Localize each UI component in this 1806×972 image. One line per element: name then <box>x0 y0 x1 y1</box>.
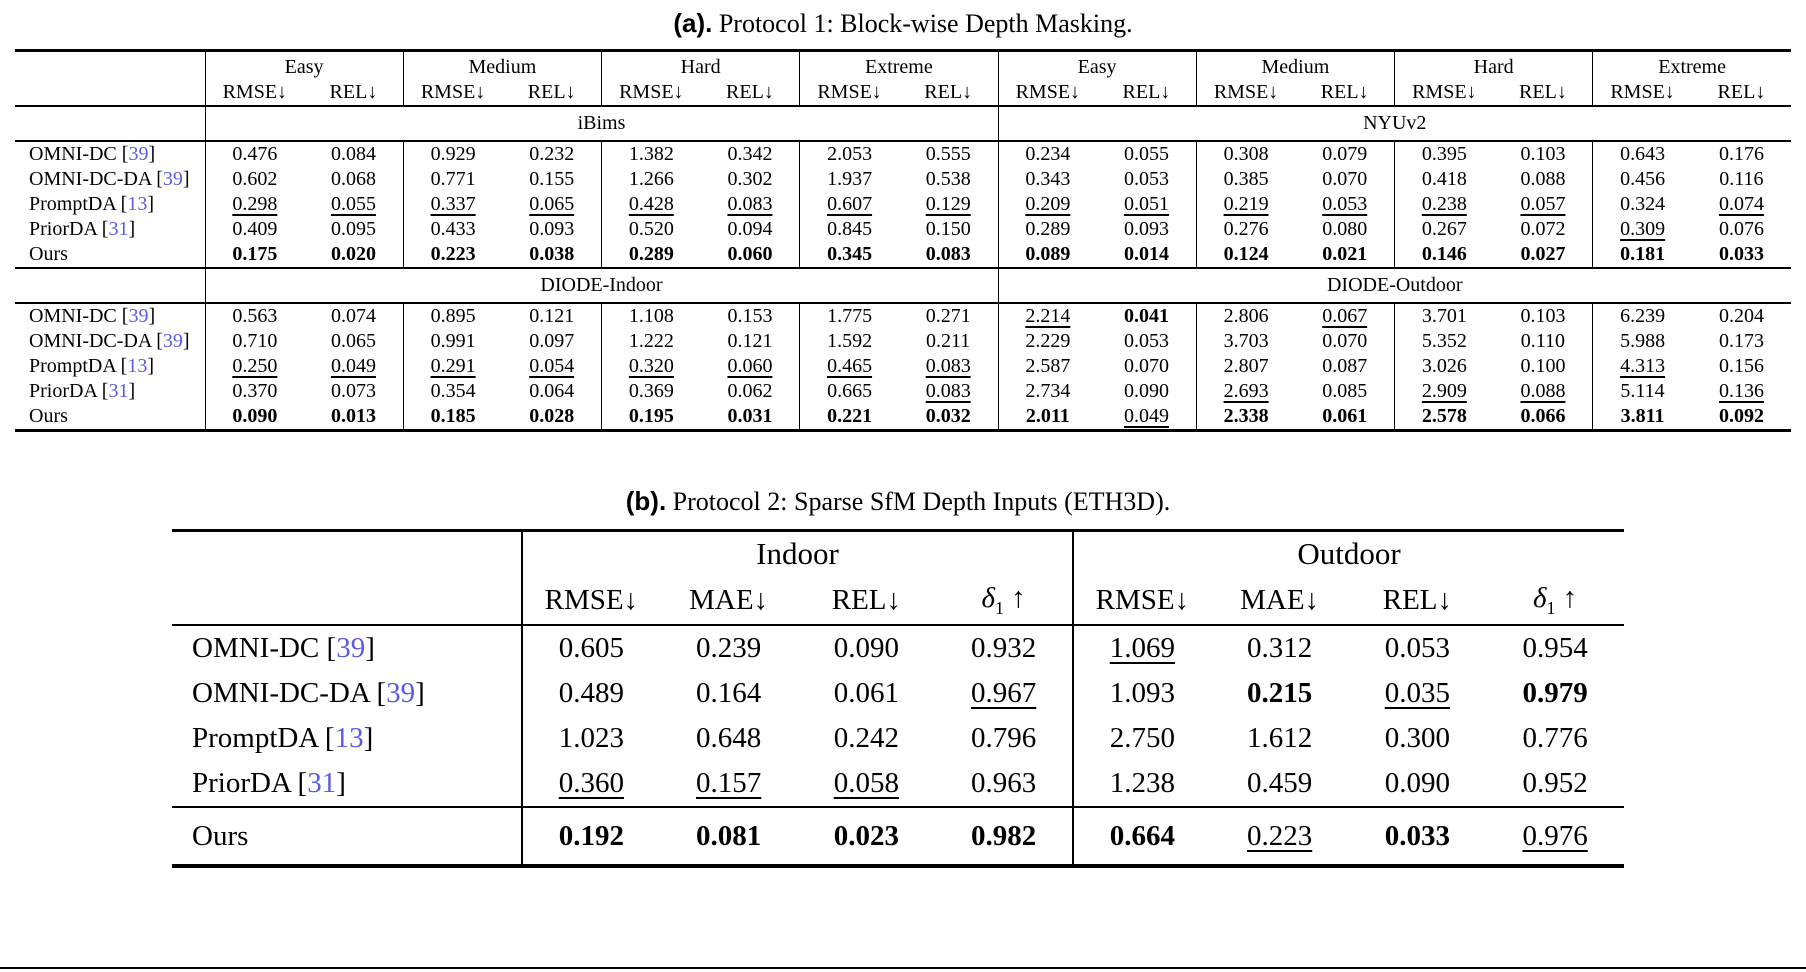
column-group-header: Indoor <box>522 531 1073 577</box>
method-name: PriorDA [31] <box>29 380 136 402</box>
metric-value: 1.108 <box>602 303 701 329</box>
metric-value: 0.057 <box>1520 193 1566 215</box>
metric-value: 0.369 <box>602 379 701 404</box>
column-header: RMSE↓ <box>1593 79 1692 106</box>
dataset-band: DIODE-Outdoor <box>998 268 1791 303</box>
metric-value: 0.932 <box>971 632 1037 664</box>
metric-value: 3.701 <box>1395 303 1494 329</box>
metric-value: 2.750 <box>1073 716 1211 761</box>
metric-value: 0.068 <box>330 168 376 190</box>
metric-value: 0.954 <box>1522 632 1588 664</box>
metric-value: 0.090 <box>1384 767 1450 799</box>
metric-value: 0.020 <box>330 243 376 265</box>
metric-value: 0.345 <box>800 242 899 268</box>
spacer-cell <box>15 79 205 106</box>
metric-value: 0.083 <box>727 193 773 215</box>
metric-value: 0.520 <box>602 217 701 242</box>
metric-value: 0.952 <box>1522 767 1588 799</box>
method-name: PromptDA [13] <box>192 722 374 754</box>
metric-value: 0.085 <box>1322 380 1368 402</box>
column-group-header: Hard <box>1395 51 1593 80</box>
column-header: RMSE↓ <box>1073 576 1211 625</box>
metric-value: 0.232 <box>529 143 575 165</box>
metric-value: 0.428 <box>602 192 701 217</box>
metric-value: 0.664 <box>1073 807 1211 866</box>
citation-link[interactable]: 39 <box>128 305 149 327</box>
column-group-header: Hard <box>602 51 800 80</box>
metric-value: 0.021 <box>1322 243 1368 265</box>
metric-value: 2.734 <box>998 379 1097 404</box>
method-name: Ours <box>29 243 68 265</box>
metric-value: 0.136 <box>1718 380 1764 402</box>
metric-value: 0.053 <box>1123 330 1169 352</box>
metric-value: 2.053 <box>800 141 899 167</box>
metric-value: 0.083 <box>925 355 971 377</box>
metric-value: 0.643 <box>1593 141 1692 167</box>
metric-value: 0.776 <box>1522 722 1588 754</box>
metric-value: 0.370 <box>205 379 304 404</box>
metric-value: 0.089 <box>998 242 1097 268</box>
metric-value: 0.607 <box>800 192 899 217</box>
metric-value: 0.176 <box>1718 143 1764 165</box>
metric-value: 0.555 <box>925 143 971 165</box>
metric-value: 2.693 <box>1196 379 1295 404</box>
metric-value: 0.385 <box>1196 167 1295 192</box>
column-header: REL↓ <box>1494 79 1593 106</box>
protocol-1-results-table <box>15 49 1791 432</box>
metric-value: 0.088 <box>1520 380 1566 402</box>
method-name: OMNI-DC-DA [39] <box>29 168 190 190</box>
metric-value: 0.070 <box>1322 168 1368 190</box>
metric-value: 0.175 <box>205 242 304 268</box>
metric-value: 0.027 <box>1520 243 1566 265</box>
metric-value: 1.266 <box>602 167 701 192</box>
metric-value: 0.092 <box>1718 405 1764 427</box>
metric-value: 0.146 <box>1395 242 1494 268</box>
metric-value: 0.271 <box>925 305 971 327</box>
metric-value: 0.028 <box>529 405 575 427</box>
metric-value: 0.072 <box>1520 218 1566 240</box>
column-group-header: Outdoor <box>1073 531 1624 577</box>
metric-value: 0.164 <box>696 677 762 709</box>
column-header: RMSE↓ <box>800 79 899 106</box>
metric-value: 0.156 <box>1718 355 1764 377</box>
column-group-header: Easy <box>998 51 1196 80</box>
metric-value: 0.665 <box>800 379 899 404</box>
metric-value: 0.013 <box>330 405 376 427</box>
metric-value: 0.058 <box>833 767 899 799</box>
protocol-2-section <box>0 484 1806 868</box>
metric-value: 0.090 <box>205 404 304 431</box>
metric-value: 0.895 <box>403 303 502 329</box>
metric-value: 0.289 <box>998 217 1097 242</box>
metric-value: 0.418 <box>1395 167 1494 192</box>
metric-value: 0.053 <box>1384 632 1450 664</box>
metric-value: 1.238 <box>1073 761 1211 807</box>
metric-value: 0.239 <box>696 632 762 664</box>
metric-value: 0.298 <box>205 192 304 217</box>
column-header: RMSE↓ <box>403 79 502 106</box>
metric-value: 2.587 <box>998 354 1097 379</box>
metric-value: 0.982 <box>935 807 1073 866</box>
citation-link[interactable]: 13 <box>127 355 148 377</box>
column-header: RMSE↓ <box>205 79 304 106</box>
metric-value: 0.023 <box>798 807 936 866</box>
metric-value: 0.291 <box>403 354 502 379</box>
metric-value: 0.489 <box>522 671 660 716</box>
metric-value: 0.476 <box>205 141 304 167</box>
metric-value: 0.087 <box>1322 355 1368 377</box>
metric-value: 0.083 <box>925 380 971 402</box>
metric-value: 0.032 <box>925 405 971 427</box>
metric-value: 0.459 <box>1247 767 1313 799</box>
metric-value: 0.110 <box>1520 330 1566 352</box>
metric-value: 0.354 <box>403 379 502 404</box>
table-a-caption-text: Protocol 1: Block-wise Depth Masking. <box>718 9 1133 38</box>
method-name: PromptDA [13] <box>29 355 155 377</box>
spacer-cell <box>172 531 522 577</box>
metric-value: 0.320 <box>602 354 701 379</box>
method-name: PriorDA [31] <box>192 767 346 799</box>
metric-value: 0.238 <box>1395 192 1494 217</box>
method-name: OMNI-DC-DA [39] <box>29 330 190 352</box>
method-name: Ours <box>29 405 68 427</box>
metric-value: 0.060 <box>727 243 773 265</box>
column-group-header: Medium <box>403 51 601 80</box>
table-a-caption-tag: (a). <box>673 8 713 38</box>
metric-value: 0.710 <box>205 329 304 354</box>
metric-value: 0.049 <box>1123 405 1169 427</box>
metric-value: 0.563 <box>205 303 304 329</box>
metric-value: 0.103 <box>1520 305 1566 327</box>
metric-value: 1.937 <box>800 167 899 192</box>
table-a-caption <box>0 6 1806 41</box>
citation-link[interactable]: 39 <box>162 330 183 352</box>
metric-value: 0.195 <box>602 404 701 431</box>
metric-value: 0.093 <box>529 218 575 240</box>
metric-value: 0.033 <box>1349 807 1487 866</box>
metric-value: 0.324 <box>1593 192 1692 217</box>
metric-value: 0.070 <box>1322 330 1368 352</box>
column-header: REL↓ <box>1295 79 1394 106</box>
metric-value: 5.988 <box>1593 329 1692 354</box>
metric-value: 0.337 <box>403 192 502 217</box>
metric-value: 0.312 <box>1247 632 1313 664</box>
citation-link[interactable]: 39 <box>386 677 416 709</box>
metric-value: 0.250 <box>205 354 304 379</box>
metric-value: 0.061 <box>1322 405 1368 427</box>
metric-value: 0.289 <box>602 242 701 268</box>
metric-value: 0.079 <box>1322 143 1368 165</box>
metric-value: 3.026 <box>1395 354 1494 379</box>
column-group-header: Easy <box>205 51 403 80</box>
table-b-caption <box>172 484 1624 519</box>
metric-value: 0.065 <box>330 330 376 352</box>
metric-value: 0.979 <box>1522 677 1588 709</box>
table-b-caption-tag: (b). <box>625 486 667 516</box>
metric-value: 0.080 <box>1322 218 1368 240</box>
metric-value: 5.114 <box>1593 379 1692 404</box>
metric-value: 2.338 <box>1196 404 1295 431</box>
metric-value: 0.360 <box>522 761 660 807</box>
metric-value: 0.088 <box>1520 168 1566 190</box>
metric-value: 0.209 <box>998 192 1097 217</box>
metric-value: 0.538 <box>925 168 971 190</box>
column-header: RMSE↓ <box>602 79 701 106</box>
metric-value: 0.100 <box>1520 355 1566 377</box>
metric-value: 0.035 <box>1384 677 1450 709</box>
metric-value: 0.276 <box>1196 217 1295 242</box>
metric-value: 0.055 <box>330 193 376 215</box>
metric-value: 0.929 <box>403 141 502 167</box>
metric-value: 0.076 <box>1718 218 1764 240</box>
metric-value: 5.352 <box>1395 329 1494 354</box>
metric-value: 0.049 <box>330 355 376 377</box>
column-header: REL↓ <box>1097 79 1196 106</box>
metric-value: 0.041 <box>1123 305 1169 327</box>
metric-value: 0.309 <box>1593 217 1692 242</box>
metric-value: 2.578 <box>1395 404 1494 431</box>
dataset-band: iBims <box>205 106 998 141</box>
metric-value: 0.215 <box>1247 677 1313 709</box>
metric-value: 0.300 <box>1384 722 1450 754</box>
citation-link[interactable]: 31 <box>307 767 337 799</box>
metric-value: 1.093 <box>1073 671 1211 716</box>
metric-value: 2.909 <box>1395 379 1494 404</box>
metric-value: 0.173 <box>1718 330 1764 352</box>
metric-value: 0.121 <box>727 330 773 352</box>
metric-value: 1.775 <box>800 303 899 329</box>
table-b-caption-text: Protocol 2: Sparse SfM Depth Inputs (ETH3D). <box>672 487 1171 516</box>
method-name: PromptDA [13] <box>29 193 155 215</box>
metric-value: 0.153 <box>727 305 773 327</box>
metric-value: 0.083 <box>925 243 971 265</box>
metric-value: 0.991 <box>403 329 502 354</box>
metric-value: 0.074 <box>1718 193 1764 215</box>
metric-value: 0.395 <box>1395 141 1494 167</box>
metric-value: 0.602 <box>205 167 304 192</box>
metric-value: 0.181 <box>1593 242 1692 268</box>
column-group-header: Extreme <box>800 51 998 80</box>
citation-link[interactable]: 13 <box>334 722 364 754</box>
metric-value: 0.234 <box>998 141 1097 167</box>
column-header: MAE↓ <box>660 576 798 625</box>
metric-value: 0.605 <box>522 625 660 671</box>
metric-value: 2.806 <box>1196 303 1295 329</box>
method-name: OMNI-DC [39] <box>29 305 156 327</box>
metric-value: 0.103 <box>1520 143 1566 165</box>
metric-value: 0.061 <box>833 677 899 709</box>
metric-value: 0.094 <box>727 218 773 240</box>
column-group-header: Extreme <box>1593 51 1791 80</box>
metric-value: 6.239 <box>1593 303 1692 329</box>
column-header: REL↓ <box>304 79 403 106</box>
metric-value: 0.129 <box>925 193 971 215</box>
metric-value: 4.313 <box>1593 354 1692 379</box>
method-name: Ours <box>172 807 522 866</box>
metric-value: 1.382 <box>602 141 701 167</box>
dataset-band: NYUv2 <box>998 106 1791 141</box>
metric-value: 1.069 <box>1073 625 1211 671</box>
metric-value: 0.221 <box>800 404 899 431</box>
metric-value: 0.267 <box>1395 217 1494 242</box>
metric-value: 2.011 <box>998 404 1097 431</box>
column-header: REL↓ <box>1692 79 1791 106</box>
metric-value: 0.302 <box>727 168 773 190</box>
metric-value: 0.465 <box>800 354 899 379</box>
column-header: RMSE↓ <box>1395 79 1494 106</box>
metric-value: 1.222 <box>602 329 701 354</box>
metric-value: 0.070 <box>1123 355 1169 377</box>
page-bottom-rule <box>0 967 1806 969</box>
column-header: REL↓ <box>1349 576 1487 625</box>
metric-value: 0.155 <box>529 168 575 190</box>
metric-value: 0.771 <box>403 167 502 192</box>
protocol-2-results-table <box>172 529 1624 868</box>
column-header: REL↓ <box>899 79 998 106</box>
metric-value: 0.054 <box>529 355 575 377</box>
metric-value: 1.612 <box>1247 722 1313 754</box>
metric-value: 0.223 <box>1211 807 1349 866</box>
metric-value: 0.014 <box>1123 243 1169 265</box>
method-name: OMNI-DC-DA [39] <box>192 677 425 709</box>
metric-value: 0.204 <box>1718 305 1764 327</box>
metric-value: 0.192 <box>522 807 660 866</box>
method-name: OMNI-DC [39] <box>29 143 156 165</box>
metric-value: 2.214 <box>998 303 1097 329</box>
metric-value: 0.066 <box>1520 405 1566 427</box>
metric-value: 0.081 <box>660 807 798 866</box>
metric-value: 0.055 <box>1123 143 1169 165</box>
spacer-cell <box>15 268 205 303</box>
metric-value: 0.456 <box>1593 167 1692 192</box>
protocol-1-section <box>0 6 1806 432</box>
metric-value: 0.796 <box>971 722 1037 754</box>
citation-link[interactable]: 39 <box>162 168 183 190</box>
metric-value: 0.157 <box>696 767 762 799</box>
column-header: RMSE↓ <box>1196 79 1295 106</box>
metric-value: 0.062 <box>727 380 773 402</box>
spacer-cell <box>15 51 205 80</box>
metric-value: 0.963 <box>971 767 1037 799</box>
dataset-band: DIODE-Indoor <box>205 268 998 303</box>
metric-value: 0.433 <box>403 217 502 242</box>
column-header: $\delta_1$ ↑ <box>935 576 1073 625</box>
metric-value: 0.121 <box>529 305 575 327</box>
metric-value: 0.097 <box>529 330 575 352</box>
method-name: PriorDA [31] <box>29 218 136 240</box>
metric-value: 0.124 <box>1196 242 1295 268</box>
metric-value: 0.067 <box>1322 305 1368 327</box>
metric-value: 0.033 <box>1718 243 1764 265</box>
metric-value: 0.051 <box>1123 193 1169 215</box>
metric-value: 0.073 <box>330 380 376 402</box>
metric-value: 0.084 <box>330 143 376 165</box>
metric-value: 0.060 <box>727 355 773 377</box>
metric-value: 0.223 <box>403 242 502 268</box>
metric-value: 2.807 <box>1196 354 1295 379</box>
metric-value: 1.592 <box>800 329 899 354</box>
metric-value: 0.074 <box>330 305 376 327</box>
metric-value: 0.031 <box>727 405 773 427</box>
metric-value: 0.064 <box>529 380 575 402</box>
column-header: RMSE↓ <box>522 576 660 625</box>
column-header: RMSE↓ <box>998 79 1097 106</box>
metric-value: 0.219 <box>1196 192 1295 217</box>
metric-value: 3.703 <box>1196 329 1295 354</box>
metric-value: 0.090 <box>1123 380 1169 402</box>
metric-value: 0.095 <box>330 218 376 240</box>
citation-link[interactable]: 39 <box>128 143 149 165</box>
metric-value: 0.116 <box>1719 168 1764 190</box>
metric-value: 1.023 <box>522 716 660 761</box>
column-header: REL↓ <box>701 79 800 106</box>
metric-value: 0.409 <box>205 217 304 242</box>
metric-value: 0.343 <box>998 167 1097 192</box>
citation-link[interactable]: 13 <box>127 193 148 215</box>
metric-value: 0.038 <box>529 243 575 265</box>
metric-value: 0.845 <box>800 217 899 242</box>
metric-value: 0.308 <box>1196 141 1295 167</box>
metric-value: 0.185 <box>403 404 502 431</box>
metric-value: 2.229 <box>998 329 1097 354</box>
method-name: OMNI-DC [39] <box>192 632 375 664</box>
metric-value: 0.053 <box>1322 193 1368 215</box>
column-header: REL↓ <box>798 576 936 625</box>
metric-value: 3.811 <box>1593 404 1692 431</box>
column-header: MAE↓ <box>1211 576 1349 625</box>
metric-value: 0.648 <box>696 722 762 754</box>
metric-value: 0.976 <box>1486 807 1624 866</box>
metric-value: 0.053 <box>1123 168 1169 190</box>
spacer-cell <box>15 106 205 141</box>
citation-link[interactable]: 39 <box>336 632 366 664</box>
metric-value: 0.090 <box>833 632 899 664</box>
metric-value: 0.342 <box>727 143 773 165</box>
metric-value: 0.242 <box>833 722 899 754</box>
metric-value: 0.211 <box>926 330 971 352</box>
column-group-header: Medium <box>1196 51 1394 80</box>
metric-value: 0.967 <box>971 677 1037 709</box>
column-header: $\delta_1$ ↑ <box>1486 576 1624 625</box>
citation-link[interactable]: 31 <box>108 380 129 402</box>
metric-value: 0.093 <box>1123 218 1169 240</box>
spacer-cell <box>172 576 522 625</box>
metric-value: 0.065 <box>529 193 575 215</box>
metric-value: 0.150 <box>925 218 971 240</box>
column-header: REL↓ <box>502 79 601 106</box>
citation-link[interactable]: 31 <box>108 218 129 240</box>
